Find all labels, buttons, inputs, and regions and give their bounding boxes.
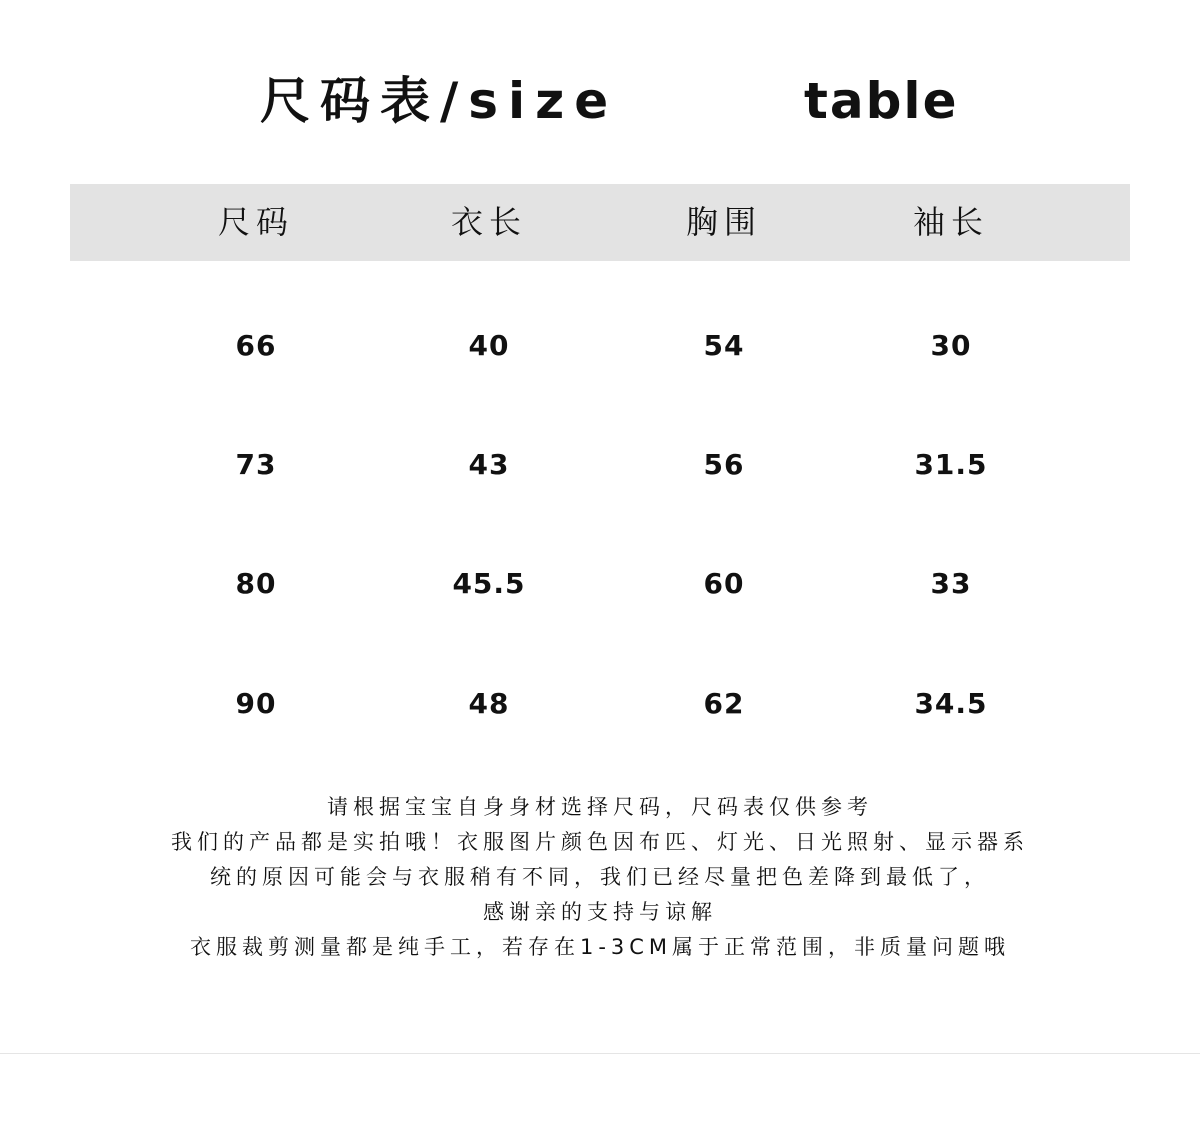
note-line: 衣服裁剪测量都是纯手工，若存在1-3CM属于正常范围，非质量问题哦: [189, 935, 1011, 959]
table-cell-size: 90: [235, 687, 277, 720]
table-cell-length: 40: [468, 329, 510, 362]
table-cell-chest: 62: [703, 687, 745, 720]
table-cell-sleeve: 33: [930, 567, 972, 600]
table-cell-sleeve: 34.5: [914, 687, 988, 720]
table-cell-chest: 56: [703, 448, 745, 481]
table-row: [70, 674, 1130, 734]
bottom-divider: [0, 1053, 1200, 1054]
header-chest: 胸围: [685, 203, 762, 241]
header-sleeve: 袖长: [912, 203, 989, 241]
table-cell-size: 80: [235, 567, 277, 600]
header-length: 衣长: [450, 203, 527, 241]
table-cell-chest: 60: [703, 567, 745, 600]
table-row: [70, 435, 1130, 495]
table-row: [70, 554, 1130, 614]
table-cell-size: 73: [235, 448, 277, 481]
size-table-title: [0, 66, 1200, 136]
table-cell-sleeve: 30: [930, 329, 972, 362]
note-line: 请根据宝宝自身身材选择尺码，尺码表仅供参考: [327, 795, 873, 819]
table-cell-length: 48: [468, 687, 510, 720]
table-cell-length: 45.5: [452, 567, 526, 600]
title-text-right: table: [804, 72, 959, 130]
table-header-row: [70, 184, 1130, 261]
title-text-left: 尺码表/size: [260, 72, 619, 130]
size-notes: [90, 790, 1110, 965]
note-line: 感谢亲的支持与谅解: [483, 900, 717, 924]
table-cell-sleeve: 31.5: [914, 448, 988, 481]
note-line: 我们的产品都是实拍哦！衣服图片颜色因布匹、灯光、日光照射、显示器系: [171, 830, 1029, 854]
table-row: [70, 316, 1130, 376]
table-cell-chest: 54: [703, 329, 745, 362]
table-cell-size: 66: [235, 329, 277, 362]
header-size: 尺码: [217, 203, 294, 241]
note-line: 统的原因可能会与衣服稍有不同，我们已经尽量把色差降到最低了，: [210, 865, 990, 889]
table-cell-length: 43: [468, 448, 510, 481]
